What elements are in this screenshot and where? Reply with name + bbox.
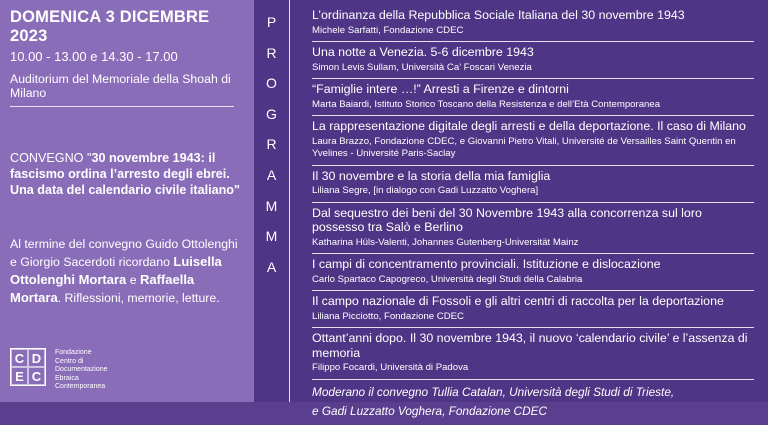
logo-letter: C: [11, 349, 28, 367]
program-item-speaker: Liliana Picciotto, Fondazione CDEC: [312, 310, 464, 322]
closing-note-conj: e: [126, 273, 140, 287]
logo-line: Centro di: [55, 357, 84, 365]
logo-line: Fondazione: [55, 349, 92, 356]
programma-vertical-label: [254, 0, 290, 402]
sidebar-letter: R: [266, 136, 277, 153]
program-item-speaker: Simon Levis Sullam, Università Ca’ Foscari Venezia: [312, 61, 532, 73]
program-item: [312, 5, 754, 42]
program-item: [312, 291, 754, 328]
closing-note-text-2: . Riflessioni, memorie, letture.: [57, 291, 220, 305]
program-item: [312, 42, 754, 79]
cdec-logo: [10, 348, 108, 392]
sidebar-letter: A: [266, 166, 277, 183]
moderation-line: Moderano il convegno Tullia Catalan, Università degli Studi di Trieste,: [312, 384, 675, 399]
logo-letter: E: [11, 367, 28, 385]
cdec-logo-mark: [10, 348, 46, 386]
program-item: [312, 254, 754, 291]
program-item-title: L’ordinanza della Repubblica Sociale Italiana del 30 novembre 1943: [312, 8, 685, 22]
program-item-title: Dal sequestro dei beni del 30 Novembre 1943 alla concorrenza sul loro possesso tra Salò e Berlino: [312, 205, 702, 234]
sidebar-letter: O: [266, 75, 277, 92]
program-item-title: La rappresentazione digitale degli arresti e della deportazione. Il caso di Milano: [312, 119, 746, 133]
sidebar-letter: M: [265, 228, 278, 245]
program-item-speaker: Carlo Spartaco Capogreco, Università degli Studi della Calabria: [312, 273, 583, 285]
event-venue: Auditorium del Memoriale della Shoah di Milano: [10, 72, 234, 107]
program-item-speaker: Liliana Segre, [in dialogo con Gadi Luzzatto Voghera]: [312, 185, 539, 196]
convegno-prefix: CONVEGNO ": [10, 151, 92, 165]
program-item-speaker: Marta Baiardi, Istituto Storico Toscano della Resistenza e dell’Età Contemporanea: [312, 98, 661, 110]
logo-line: Contemporanea: [55, 383, 106, 391]
sidebar-letter: G: [266, 105, 277, 122]
program-item-title: I campi di concentramento provinciali. Istituzione e dislocazione: [312, 257, 661, 271]
closing-note-text-1: Al termine del convegno Guido Ottolenghi e Giorgio Sacerdoti ricordano: [10, 237, 238, 269]
program-item: [312, 116, 754, 166]
program-item: [312, 79, 754, 116]
event-time: 10.00 - 13.00 e 14.30 - 17.00: [10, 49, 178, 64]
convegno-title: [10, 150, 242, 198]
sidebar-letter: P: [266, 14, 277, 30]
logo-line: Documentazione: [55, 366, 108, 374]
left-panel: [0, 0, 254, 402]
convegno-title-text: 30 novembre 1943: il fascismo ordina l’arresto degli ebrei. Una data del calendario civile italiano": [10, 151, 240, 197]
program-item-title: Il campo nazionale di Fossoli e gli altri centri di raccolta per la deportazione: [312, 294, 724, 308]
sidebar-letter: A: [266, 258, 277, 275]
program-item-speaker: Katharina Hüls-Valenti, Johannes Gutenberg-Universität Mainz: [312, 236, 579, 248]
sidebar-letter: R: [266, 44, 277, 61]
moderation-line: e Gadi Luzzatto Voghera, Fondazione CDEC: [312, 403, 547, 418]
program-item: [312, 328, 754, 380]
logo-line: Ebraica: [55, 374, 79, 382]
program-item-title: Ottant’anni dopo. Il 30 novembre 1943, il nuovo ‘calendario civile’ e l’assenza di memoria: [312, 331, 748, 360]
moderation-item: [312, 380, 754, 425]
cdec-logo-text: [55, 349, 108, 392]
event-date: DOMENICA 3 DICEMBRE 2023: [10, 8, 210, 45]
program-item: [312, 203, 754, 255]
sidebar-letter: M: [265, 197, 278, 214]
program-list: [290, 0, 768, 418]
logo-letter: C: [28, 367, 45, 385]
closing-note-name-2: Raffaella Mortara: [10, 272, 195, 305]
program-item-speaker: Laura Brazzo, Fondazione CDEC, e Giovanni Pietro Vitali, Université de Versailles Saint Quentin en Yvelines - Université Paris-Saclay: [312, 135, 736, 159]
closing-note: [10, 236, 242, 307]
program-item-speaker: Filippo Focardi, Università di Padova: [312, 362, 469, 373]
program-item-title: Una notte a Venezia. 5-6 dicembre 1943: [312, 45, 534, 59]
program-item-title: Il 30 novembre e la storia della mia famiglia: [312, 168, 551, 183]
program-item-title: “Famiglie intere …!” Arresti a Firenze e dintorni: [312, 82, 569, 96]
program-item: [312, 166, 754, 203]
program-item-speaker: Michele Sarfatti, Fondazione CDEC: [312, 24, 464, 36]
closing-note-name-1: Luisella Ottolenghi Mortara: [10, 254, 222, 287]
logo-letter: D: [28, 349, 45, 367]
